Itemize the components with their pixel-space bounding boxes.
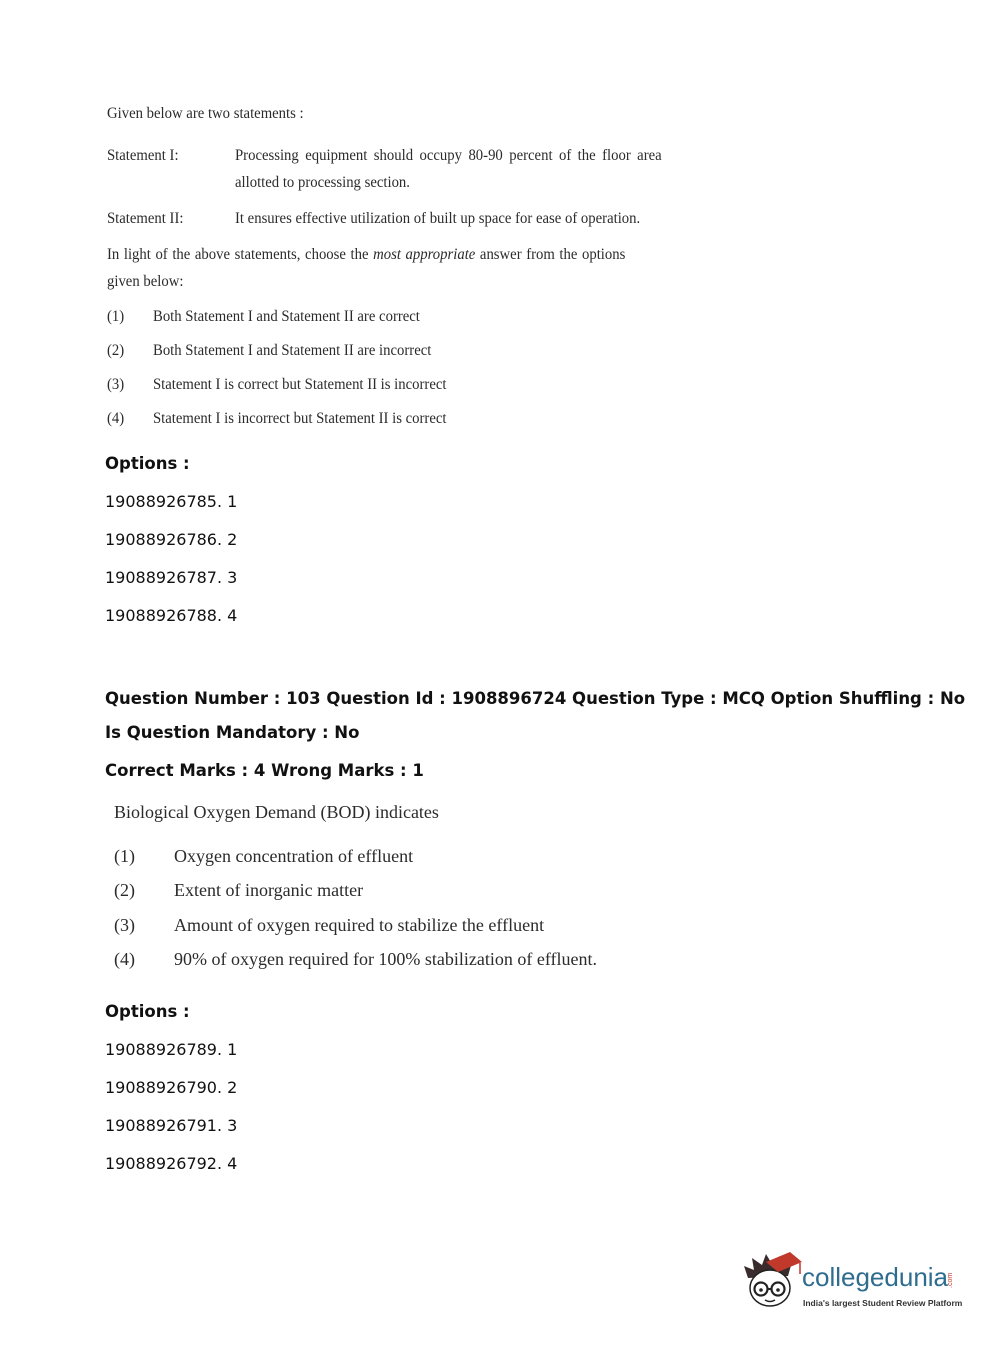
q1-choice-text: Both Statement I and Statement II are correct: [153, 308, 420, 325]
q1-option: 19088926785. 1: [105, 492, 238, 511]
q2-choice-num: (4): [114, 949, 135, 969]
q2-stem: Biological Oxygen Demand (BOD) indicates: [114, 802, 439, 822]
q2-option: 19088926791. 3: [105, 1116, 238, 1135]
q2-option: 19088926789. 1: [105, 1040, 238, 1059]
q1-instruction-part1: In light of the above statements, choose the: [107, 246, 374, 263]
q2-choice-text: 90% of oxygen required for 100% stabilization of effluent.: [174, 949, 598, 969]
q1-choice-text: Statement I is incorrect but Statement II is correct: [153, 410, 447, 427]
q1-instruction-part2: answer from the options: [475, 246, 626, 263]
mascot-icon: [740, 1248, 804, 1318]
q1-options-label: Options :: [105, 454, 190, 473]
q1-choice-text: Both Statement I and Statement II are incorrect: [153, 342, 432, 359]
q2-choice-text: Oxygen concentration of effluent: [174, 846, 414, 866]
q2-option: 19088926792. 4: [105, 1154, 238, 1173]
q1-statement1-line2: allotted to processing section.: [235, 174, 410, 191]
q1-option: 19088926788. 4: [105, 606, 238, 625]
q2-choice-text: Amount of oxygen required to stabilize the effluent: [174, 915, 545, 935]
q1-intro: Given below are two statements :: [107, 105, 304, 122]
q1-statement1-label: Statement I:: [107, 147, 179, 164]
q1-option: 19088926787. 3: [105, 568, 238, 587]
q1-choice-num: (2): [107, 342, 125, 359]
q2-choice-text: Extent of inorganic matter: [174, 880, 364, 900]
q2-options-label: Options :: [105, 1002, 190, 1021]
q2-choice-num: (3): [114, 915, 135, 935]
q2-choice-num: (2): [114, 880, 135, 900]
q1-instruction: [107, 246, 625, 264]
logo-suffix: .com: [947, 1272, 955, 1288]
q2-option: 19088926790. 2: [105, 1078, 238, 1097]
q1-statement2-label: Statement II:: [107, 210, 184, 227]
q1-option: 19088926786. 2: [105, 530, 238, 549]
q1-choice-num: (4): [107, 410, 125, 427]
logo-tagline: India's largest Student Review Platform: [803, 1298, 963, 1308]
q1-choice-num: (1): [107, 308, 125, 325]
q1-statement1-line1: Processing equipment should occupy 80-90 percent of the floor area: [235, 147, 662, 164]
q2-meta-line1: Question Number : 103 Question Id : 1908896724 Question Type : MCQ Option Shuffling : No: [105, 689, 966, 708]
q1-choice-text: Statement I is correct but Statement II is incorrect: [153, 376, 447, 393]
q2-meta-line2: Is Question Mandatory : No: [105, 723, 360, 742]
q1-instruction-emphasis: most appropriate: [373, 246, 476, 263]
q1-choice-num: (3): [107, 376, 125, 393]
q1-statement2-text: It ensures effective utilization of built up space for ease of operation.: [235, 210, 641, 227]
logo-name: collegedunia: [802, 1262, 949, 1292]
q1-instruction-line2: given below:: [107, 273, 184, 290]
q2-meta-line3: Correct Marks : 4 Wrong Marks : 1: [105, 761, 424, 780]
q2-choice-num: (1): [114, 846, 135, 866]
collegedunia-logo[interactable]: [740, 1248, 970, 1318]
